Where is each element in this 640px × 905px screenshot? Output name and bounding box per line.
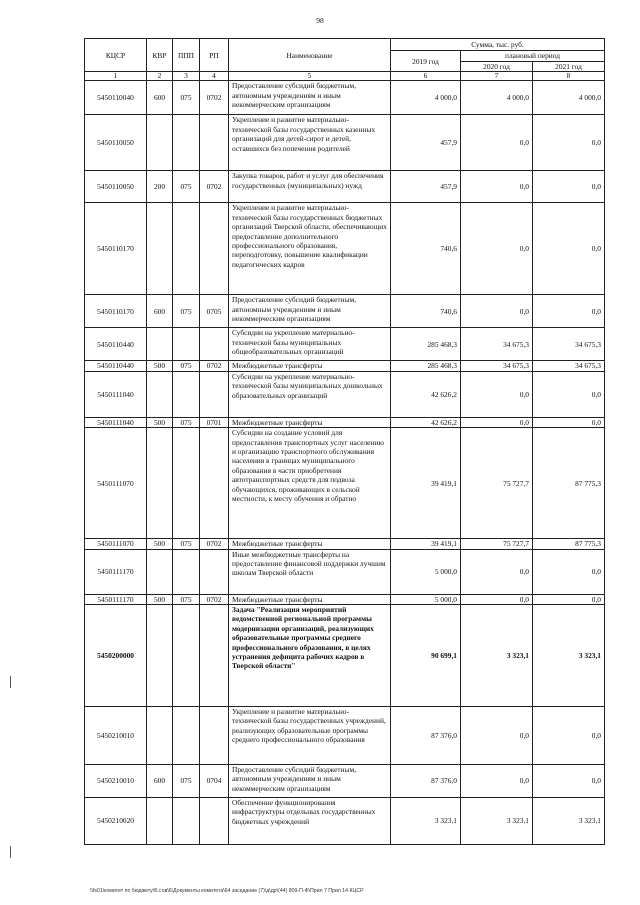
cell-rp	[200, 428, 229, 539]
cell-name: Субсидии на создание условий для предоставления транспортных услуг населению и организацию транспортного обслуживания населения в границах муниципального образования в части приобретения автотранспортных средств для подвоза обучающихся, проживающих в сельской местности, к месту обучения и обратно	[229, 428, 391, 539]
table-row	[85, 707, 605, 765]
cell-kcsr: 5450110050	[85, 115, 147, 171]
cell-rp	[200, 798, 229, 845]
cell-ppp	[173, 798, 200, 845]
cell-2020: 0,0	[461, 371, 533, 417]
cell-2021: 87 775,3	[533, 428, 605, 539]
cell-ppp: 075	[173, 765, 200, 798]
cell-kvr: 500	[147, 361, 173, 371]
cell-2019: 5 000,0	[391, 549, 461, 594]
cell-ppp	[173, 115, 200, 171]
col-number: 2	[147, 72, 173, 81]
cell-rp	[200, 707, 229, 765]
header-ppp: ППП	[173, 39, 200, 72]
cell-name: Субсидии на укрепление материально-технической базы муниципальных дошкольных образовательных организаций	[229, 371, 391, 417]
table-row	[85, 428, 605, 539]
cell-ppp	[173, 328, 200, 361]
header-2021: 2021 год	[533, 62, 605, 72]
header-name: Наименование	[229, 39, 391, 72]
cell-ppp	[173, 428, 200, 539]
cell-ppp	[173, 371, 200, 417]
cell-2020: 0,0	[461, 203, 533, 295]
col-number: 3	[173, 72, 200, 81]
cell-ppp	[173, 605, 200, 707]
cell-kvr	[147, 328, 173, 361]
cell-name: Межбюджетные трансферты	[229, 417, 391, 427]
cell-kcsr: 5450111070	[85, 539, 147, 549]
cell-2021: 0,0	[533, 417, 605, 427]
cell-kcsr: 5450210020	[85, 798, 147, 845]
col-number: 6	[391, 72, 461, 81]
cell-ppp: 075	[173, 295, 200, 328]
cell-2019: 90 699,1	[391, 605, 461, 707]
cell-kcsr: 5450111070	[85, 428, 147, 539]
cell-ppp: 075	[173, 539, 200, 549]
header-2020: 2020 год	[461, 62, 533, 72]
cell-rp	[200, 203, 229, 295]
table-row	[85, 328, 605, 361]
cell-kvr	[147, 798, 173, 845]
cell-kcsr: 5450200000	[85, 605, 147, 707]
cell-kcsr: 5450111040	[85, 371, 147, 417]
cell-kvr: 600	[147, 765, 173, 798]
cell-ppp: 075	[173, 361, 200, 371]
cell-ppp: 075	[173, 417, 200, 427]
cell-2019: 39 419,1	[391, 428, 461, 539]
cell-name: Межбюджетные трансферты	[229, 361, 391, 371]
cell-2021: 0,0	[533, 594, 605, 604]
cell-2019: 457,9	[391, 115, 461, 171]
cell-kcsr: 5450110440	[85, 328, 147, 361]
cell-rp: 0701	[200, 417, 229, 427]
cell-kcsr: 5450111040	[85, 417, 147, 427]
cell-2021: 0,0	[533, 765, 605, 798]
cell-name: Укрепление и развитие материально-технической базы государственных учреждений, реализующих образовательные программы среднего профессионального образования	[229, 707, 391, 765]
cell-rp	[200, 115, 229, 171]
cell-2019: 740,6	[391, 295, 461, 328]
table-row	[85, 115, 605, 171]
cell-kvr	[147, 605, 173, 707]
header-plan-period: плановый период	[461, 51, 605, 62]
cell-2021: 0,0	[533, 549, 605, 594]
cell-2019: 87 376,0	[391, 707, 461, 765]
col-number: 8	[533, 72, 605, 81]
cell-kcsr: 5450110170	[85, 295, 147, 328]
col-number: 4	[200, 72, 229, 81]
cell-2020: 34 675,3	[461, 361, 533, 371]
cell-2021: 4 000,0	[533, 81, 605, 115]
cell-name: Предоставление субсидий бюджетным, автономным учреждениям и иным некоммерческим организациям	[229, 81, 391, 115]
cell-rp	[200, 549, 229, 594]
cell-kcsr: 5450110040	[85, 81, 147, 115]
cell-2019: 457,9	[391, 171, 461, 203]
cell-name: Обеспечение функционирования инфраструктуры отдельных государственных бюджетных учреждений	[229, 798, 391, 845]
cell-name: Субсидии на укрепление материально-технической базы муниципальных общеобразовательных организаций	[229, 328, 391, 361]
table-row	[85, 361, 605, 371]
cell-kvr: 500	[147, 539, 173, 549]
footer-file-path: \\fs01\комитет по бюджету\Б.сов\6\Документы комитета\64 заседание (7)\д\др\(44) 809-П-Ф\Прил 7 Прил 14 КЦСР	[90, 888, 364, 894]
cell-kvr: 600	[147, 295, 173, 328]
cell-rp: 0702	[200, 171, 229, 203]
cell-2019: 740,6	[391, 203, 461, 295]
cell-2020: 0,0	[461, 171, 533, 203]
cell-2020: 3 323,1	[461, 798, 533, 845]
cell-ppp: 075	[173, 171, 200, 203]
cell-2021: 34 675,3	[533, 328, 605, 361]
cell-ppp: 075	[173, 594, 200, 604]
cell-kvr	[147, 549, 173, 594]
cell-2021: 0,0	[533, 707, 605, 765]
table-row	[85, 765, 605, 798]
page-number: 98	[316, 16, 324, 25]
cell-2020: 34 675,3	[461, 328, 533, 361]
cell-2021: 87 775,3	[533, 539, 605, 549]
cell-kvr: 600	[147, 81, 173, 115]
cell-2019: 3 323,1	[391, 798, 461, 845]
table-row	[85, 295, 605, 328]
cell-kvr: 500	[147, 417, 173, 427]
header-rp: РП	[200, 39, 229, 72]
cell-rp	[200, 605, 229, 707]
cell-name: Укрепление и развитие материально-технической базы государственных бюджетных организаций Тверской области, обеспечивающих предоставление дополнительного профессионального образования, переподготовку, повышение квалификации педагогических кадров	[229, 203, 391, 295]
cell-kvr	[147, 203, 173, 295]
cell-rp	[200, 328, 229, 361]
cell-kvr	[147, 428, 173, 539]
header-sum-title: Сумма, тыс. руб.	[391, 39, 605, 51]
cell-rp: 0702	[200, 539, 229, 549]
cell-2019: 42 626,2	[391, 417, 461, 427]
cell-kcsr: 5450210010	[85, 707, 147, 765]
cell-kcsr: 5450210010	[85, 765, 147, 798]
table-row	[85, 549, 605, 594]
budget-table	[84, 38, 605, 845]
cell-rp: 0705	[200, 295, 229, 328]
table-row	[85, 203, 605, 295]
cell-name: Укрепление и развитие материально-технической базы государственных казенных организаций для детей-сирот и детей, оставшихся без попечения родителей	[229, 115, 391, 171]
cell-2019: 285 468,3	[391, 328, 461, 361]
table-row	[85, 417, 605, 427]
cell-kcsr: 5450111170	[85, 549, 147, 594]
scan-edge-mark	[10, 846, 11, 858]
cell-name: Межбюджетные трансферты	[229, 594, 391, 604]
cell-ppp: 075	[173, 81, 200, 115]
cell-2020: 0,0	[461, 295, 533, 328]
cell-rp: 0702	[200, 594, 229, 604]
cell-name: Межбюджетные трансферты	[229, 539, 391, 549]
cell-2020: 4 000,0	[461, 81, 533, 115]
cell-rp: 0702	[200, 361, 229, 371]
cell-2020: 0,0	[461, 549, 533, 594]
cell-2020: 75 727,7	[461, 428, 533, 539]
cell-2019: 285 468,3	[391, 361, 461, 371]
cell-ppp	[173, 707, 200, 765]
header-kvr: КВР	[147, 39, 173, 72]
table-row	[85, 171, 605, 203]
cell-2021: 3 323,1	[533, 605, 605, 707]
cell-rp	[200, 371, 229, 417]
cell-2021: 34 675,3	[533, 361, 605, 371]
cell-kvr: 200	[147, 171, 173, 203]
cell-kcsr: 5450111170	[85, 594, 147, 604]
cell-2020: 0,0	[461, 417, 533, 427]
cell-ppp	[173, 549, 200, 594]
cell-kcsr: 5450110170	[85, 203, 147, 295]
table-row	[85, 605, 605, 707]
cell-2019: 87 376,0	[391, 765, 461, 798]
cell-kvr	[147, 707, 173, 765]
cell-2020: 0,0	[461, 707, 533, 765]
cell-name: Предоставление субсидий бюджетным, автономным учреждениям и иным некоммерческим организациям	[229, 295, 391, 328]
cell-2019: 5 000,0	[391, 594, 461, 604]
cell-2021: 0,0	[533, 295, 605, 328]
col-number: 1	[85, 72, 147, 81]
header-kcsr: КЦСР	[85, 39, 147, 72]
table-row	[85, 539, 605, 549]
header-2019: 2019 год	[391, 51, 461, 72]
cell-rp: 0704	[200, 765, 229, 798]
col-number: 7	[461, 72, 533, 81]
cell-2020: 0,0	[461, 765, 533, 798]
cell-ppp	[173, 203, 200, 295]
cell-name: Задача "Реализация мероприятий ведомственной региональной программы модернизации организаций, реализующих образовательные программы среднего профессионального образования, в целях устранения дефицита рабочих кадров в Тверской области"	[229, 605, 391, 707]
cell-kvr	[147, 115, 173, 171]
cell-rp: 0702	[200, 81, 229, 115]
cell-name: Иные межбюджетные трансферты на предоставление финансовой поддержки лучшим школам Тверской области	[229, 549, 391, 594]
table-row	[85, 798, 605, 845]
cell-2019: 39 419,1	[391, 539, 461, 549]
cell-2021: 3 323,1	[533, 798, 605, 845]
cell-2021: 0,0	[533, 203, 605, 295]
table-row	[85, 371, 605, 417]
cell-kvr	[147, 371, 173, 417]
table-row	[85, 594, 605, 604]
cell-name: Закупка товаров, работ и услуг для обеспечения государственных (муниципальных) нужд	[229, 171, 391, 203]
cell-2019: 4 000,0	[391, 81, 461, 115]
col-number: 5	[229, 72, 391, 81]
scan-edge-mark	[10, 676, 11, 688]
cell-kcsr: 5450110440	[85, 361, 147, 371]
cell-kcsr: 5450110050	[85, 171, 147, 203]
cell-2020: 0,0	[461, 594, 533, 604]
cell-2021: 0,0	[533, 371, 605, 417]
table-row	[85, 81, 605, 115]
cell-kvr: 500	[147, 594, 173, 604]
cell-2021: 0,0	[533, 171, 605, 203]
cell-2020: 0,0	[461, 115, 533, 171]
cell-2021: 0,0	[533, 115, 605, 171]
cell-2020: 75 727,7	[461, 539, 533, 549]
cell-2019: 42 626,2	[391, 371, 461, 417]
cell-name: Предоставление субсидий бюджетным, автономным учреждениям и иным некоммерческим организациям	[229, 765, 391, 798]
cell-2020: 3 323,1	[461, 605, 533, 707]
